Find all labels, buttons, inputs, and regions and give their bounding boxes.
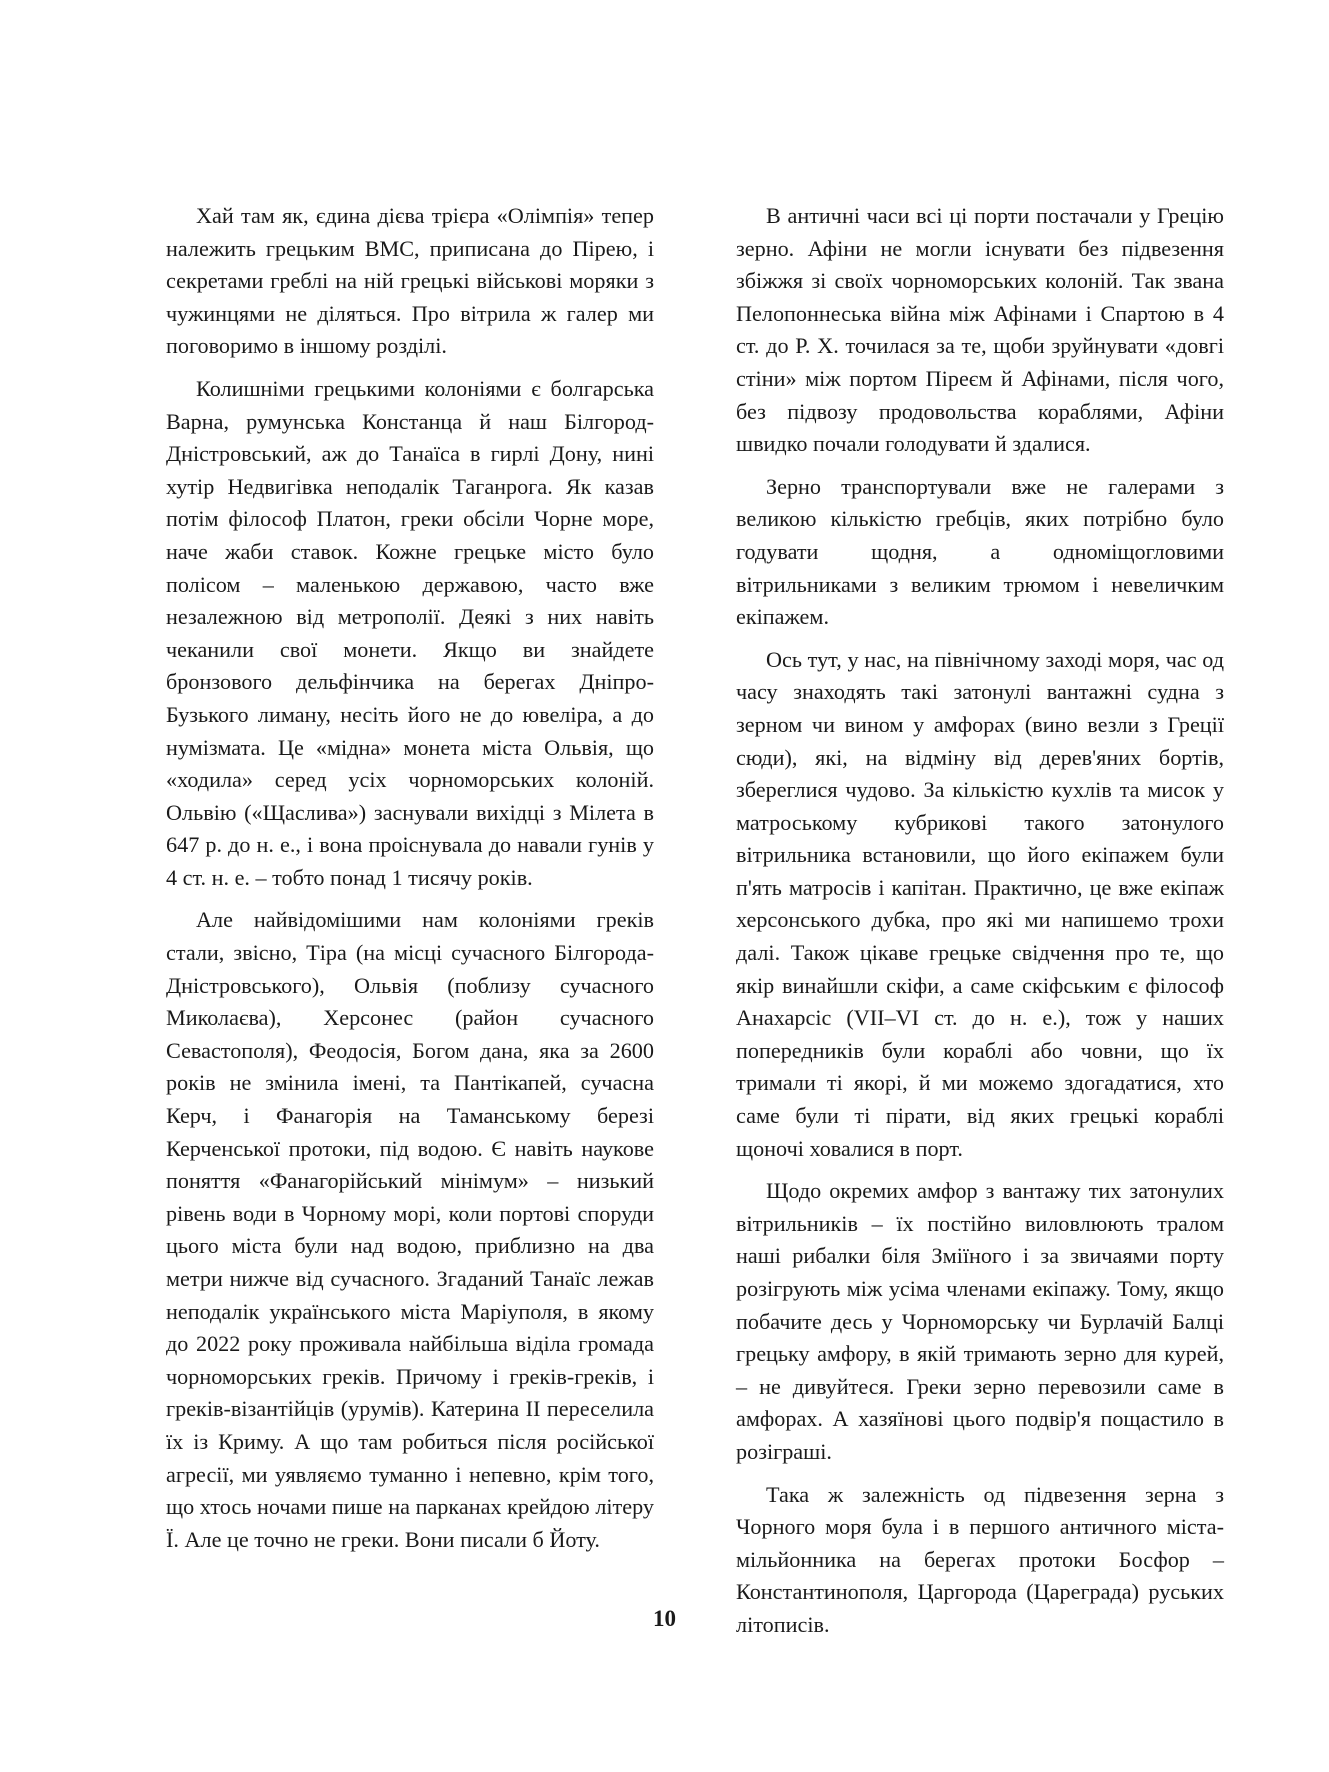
paragraph: Зерно транспортували вже не галерами з великою кількістю гребців, яких потрібно було годувати щодня, а одноміщогловими вітрильниками з великим трюмом і невеличким екіпажем. [736,473,1224,630]
paragraph: Ось тут, у нас, на північному заході моря, час од часу знаходять такі затонулі вантажні судна з зерном чи вином у амфорах (вино везли з Греції сюди), які, на відміну від дерев'яних бортів, збереглися чудово. За кількістю кухлів та мисок у матроському кубрикові такого затонулого вітрильника встановили, що його екіпажем були п'ять матросів і капітан. Практично, це вже екіпаж херсонського дубка, про які ми напишемо трохи далі. Також цікаве грецьке свідчення про те, що якір винайшли скіфи, а саме скіфським є філософ Анахарсіс (VII–VI ст. до н. е.), тож у наших попередників були кораблі або човни, що їх тримали ті якорі, й ми можемо здогадатися, хто саме були ті пірати, від яких грецькі кораблі щоночі ховалися в порт. [736,646,1224,1161]
page-number: 10 [653,1606,676,1631]
paragraph: Але найвідомішими нам колоніями греків стали, звісно, Тіра (на місці сучасного Білгорода-Дністровського), Ольвія (поблизу сучасного Миколаєва), Херсонес (район сучасного Севастополя), Феодосія, Богом дана, яка за 2600 років не змінила імені, та Пантікапей, сучасна Керч, і Фанагорія на Таманському березі Керченської протоки, під водою. Є навіть наукове поняття «Фанагорійський мінімум» – низький рівень води в Чорному морі, коли портові споруди цього міста були над водою, приблизно на два метри нижче від сучасного. Згаданий Танаїс лежав неподалік українського міста Маріуполя, в якому до 2022 року проживала найбільша віділа громада чорноморських греків. Причому і греків-греків, і греків-візантійців (урумів). Катерина ІІ переселила їх із Криму. А що там робиться після російської агресії, ми уявляємо туманно і непевно, крім того, що хтось ночами пише на парканах крейдою літеру Ї. Але це точно не греки. Вони писали б Йоту. [166,907,654,1552]
left-text-column [166,200,654,1566]
paragraph: Щодо окремих амфор з вантажу тих затонулих вітрильників – їх постійно виловлюють тралом наші рибалки біля Зміїного і за звичаями порту розігрують між усіма членами екіпажу. Тому, якщо побачите десь у Чорноморську чи Бурлачій Балці грецьку амфору, в якій тримають зерно для курей, – не дивуйтеся. Греки зерно перевозили саме в амфорах. А хазяїнові цього подвір'я пощастило в розіграші. [736,1178,1224,1464]
right-text-column [736,200,1224,1652]
paragraph: В античні часи всі ці порти постачали у Грецію зерно. Афіни не могли існувати без підвезення збіжжя зі своїх чорноморських колоній. Так звана Пелопоннеська війна між Афінами і Спартою в 4 ст. до Р. Х. точилася за те, щоби зруйнувати «довгі стіни» між портом Піреєм й Афінами, після чого, без підвозу продовольства кораблями, Афіни швидко почали голодувати й здалися. [736,203,1224,457]
paragraph: Хай там як, єдина дієва трієра «Олімпія» тепер належить грецьким ВМС, приписана до Пірею, і секретами греблі на ній грецькі військові моряки з чужинцями не діляться. Про вітрила ж галер ми поговоримо в іншому розділі. [166,203,654,359]
paragraph: Така ж залежність од підвезення зерна з Чорного моря була і в першого античного міста-мільйонника на берегах протоки Босфор – Константинополя, Царгорода (Цареграда) руських літописів. [736,1481,1224,1637]
paragraph: Колишніми грецькими колоніями є болгарська Варна, румунська Констанца й наш Білгород-Дністровський, аж до Танаїса в гирлі Дону, нині хутір Недвигівка неподалік Таганрога. Як казав потім філософ Платон, греки обсіли Чорне море, наче жаби ставок. Кожне грецьке місто було полісом – маленькою державою, часто вже незалежною від метрополії. Деякі з них навіть чеканили свої монети. Якщо ви знайдете бронзового дельфінчика на берегах Дніпро-Бузького лиману, несіть його не до ювеліра, а до нумізмата. Це «мідна» монета міста Ольвія, що «ходила» серед усіх чорноморських колоній. Ольвію («Щаслива») заснували вихідці з Мілета в 647 р. до н. е., і вона проіснувала до навали гунів у 4 ст. н. е. – тобто понад 1 тисячу років. [166,375,654,890]
